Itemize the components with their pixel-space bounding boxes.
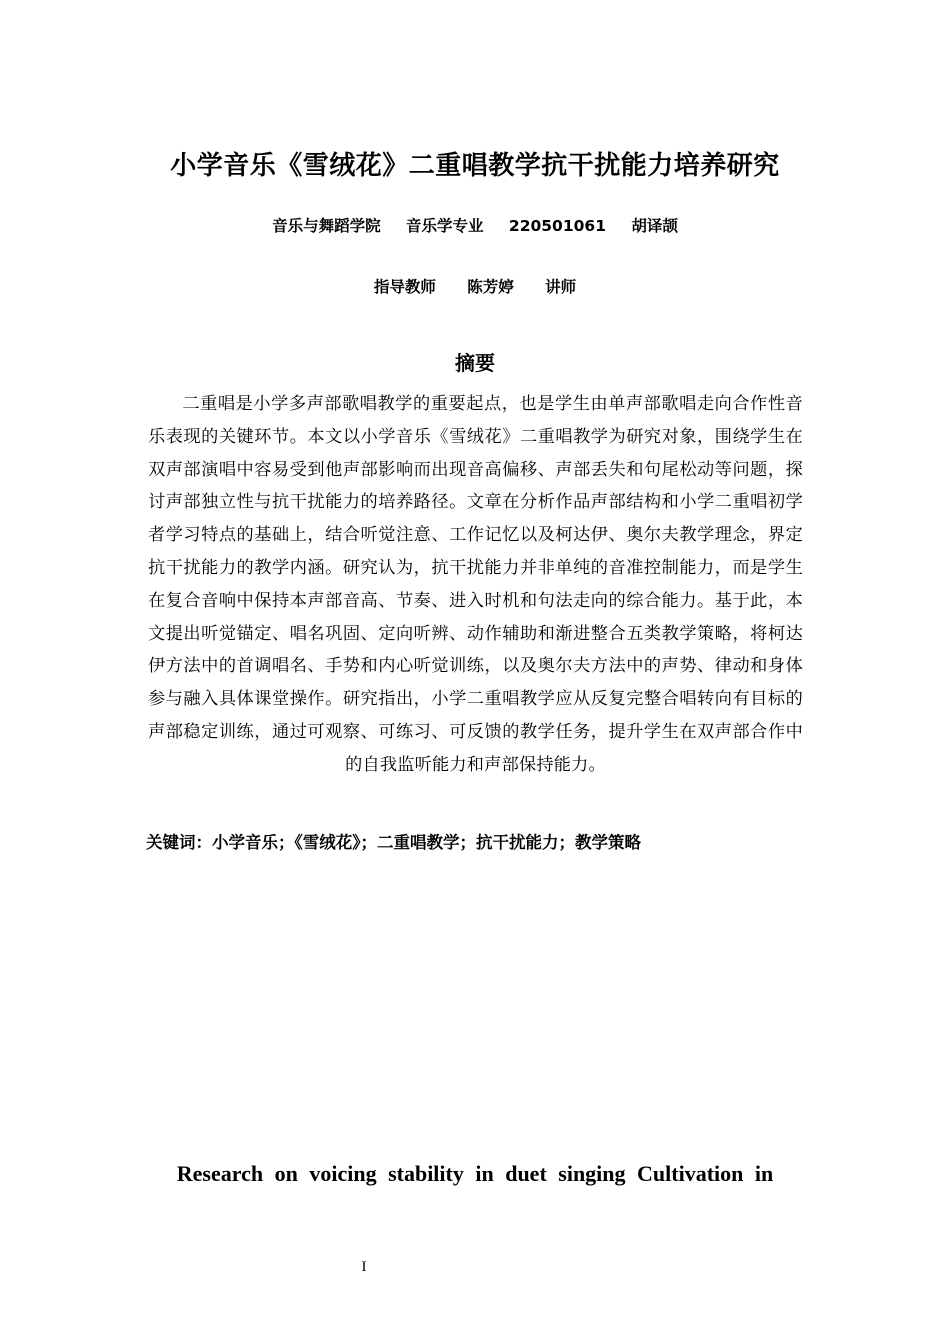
advisor-name: 陈芳婷 xyxy=(467,278,514,296)
advisor-label: 指导教师 xyxy=(373,278,436,296)
english-title: Research on voicing stability in duet singing Cultivation in xyxy=(176,1161,774,1186)
page-number: I xyxy=(361,1259,367,1275)
keywords-line: 关键词：小学音乐；《雪绒花》；二重唱教学；抗干扰能力；教学策略 xyxy=(146,833,641,852)
author-major: 音乐学专业 xyxy=(406,217,484,235)
abstract-heading: 摘要 xyxy=(455,351,495,375)
author-name: 胡译颉 xyxy=(631,217,678,235)
author-college: 音乐与舞蹈学院 xyxy=(272,217,381,235)
paper-title: 小学音乐《雪绒花》二重唱教学抗干扰能力培养研究 xyxy=(170,151,780,181)
author-line xyxy=(0,214,950,238)
abstract-body: 二重唱是小学多声部歌唱教学的重要起点，也是学生由单声部歌唱走向合作性音乐表现的关键环节。本文以小学音乐《雪绒花》二重唱教学为研究对象，围绕学生在双声部演唱中容易受到他声部影响而出现音高偏移、声部丢失和句尾松动等问题，探讨声部独立性与抗干扰能力的培养路径。文章在分析作品声部结构和小学二重唱初学者学习特点的基础上，结合听觉注意、工作记忆以及柯达伊、奥尔夫教学理念，界定抗干扰能力的教学内涵。研究认为，抗干扰能力并非单纯的音准控制能力，而是学生在复合音响中保持本声部音高、节奏、进入时机和句法走向的综合能力。基于此，本文提出听觉锚定、唱名巩固、定向听辨、动作辅助和渐进整合五类教学策略，将柯达伊方法中的首调唱名、手势和内心听觉训练，以及奥尔夫方法中的声势、律动和身体参与融入具体课堂操作。研究指出，小学二重唱教学应从反复完整合唱转向有目标的声部稳定训练，通过可观察、可练习、可反馈的教学任务，提升学生在双声部合作中的自我监听能力和声部保持能力。 xyxy=(148,394,803,775)
author-student-id: 220501061 xyxy=(508,217,606,235)
advisor-rank: 讲师 xyxy=(545,278,577,296)
advisor-line xyxy=(0,275,950,299)
